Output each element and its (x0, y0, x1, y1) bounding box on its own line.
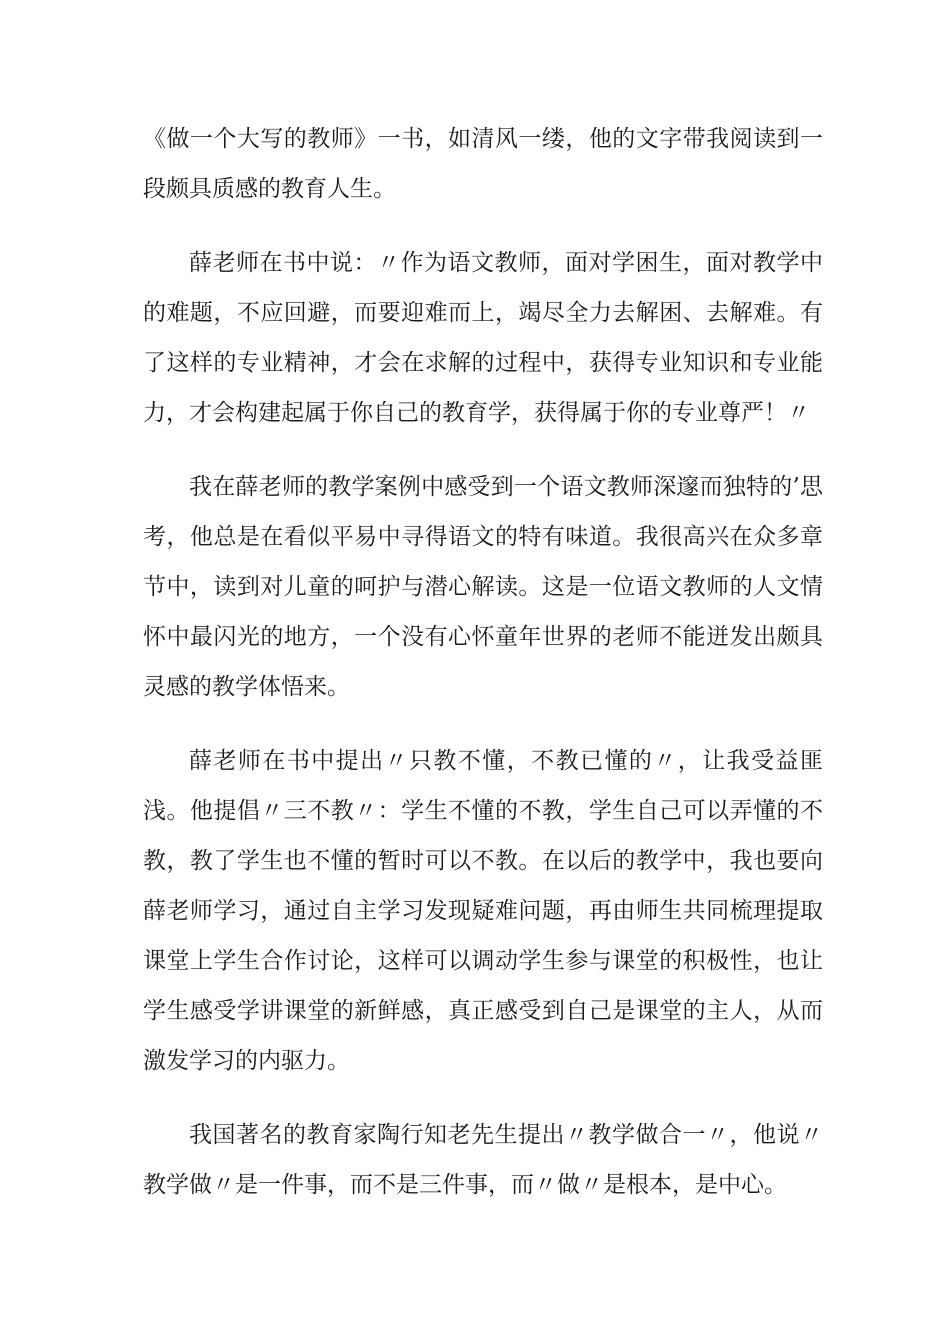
paragraph-4: 薛老师在书中提出〃只教不懂，不教已懂的〃，让我受益匪浅。他提倡〃三不教〃：学生不懂的不教，学生自己可以弄懂的不教，教了学生也不懂的暂时可以不教。在以后的教学中，我也要向薛老师学习，通过自主学习发现疑难问题，再由师生共同梳理提取课堂上学生合作讨论，这样可以调动学生参与课堂的积极性，也让学生感受学讲课堂的新鲜感，真正感受到自己是课堂的主人，从而激发学习的内驱力。 (143, 748, 823, 1074)
paragraph-5: 我国著名的教育家陶行知老先生提出〃教学做合一〃，他说〃教学做〃是一件事，而不是三件事，而〃做〃是根本，是中心。 (143, 1122, 823, 1198)
document-body (143, 114, 823, 1234)
paragraph-3: 我在薛老师的教学案例中感受到一个语文教师深邃而独特的’思考，他总是在看似平易中寻得语文的特有味道。我很高兴在众多章节中，读到对儿童的呵护与潜心解读。这是一位语文教师的人文情怀中最闪光的地方，一个没有心怀童年世界的老师不能迸发出颇具灵感的教学体悟来。 (143, 474, 823, 700)
paragraph-2: 薛老师在书中说：〃作为语文教师，面对学困生，面对教学中的难题，不应回避，而要迎难而上，竭尽全力去解困、去解难。有了这样的专业精神，才会在求解的过程中，获得专业知识和专业能力，才会构建起属于你自己的教育学，获得属于你的专业尊严！〃 (143, 250, 823, 426)
paragraph-1: 《做一个大写的教师》一书，如清风一缕，他的文字带我阅读到一段颇具质感的教育人生。 (143, 126, 823, 202)
